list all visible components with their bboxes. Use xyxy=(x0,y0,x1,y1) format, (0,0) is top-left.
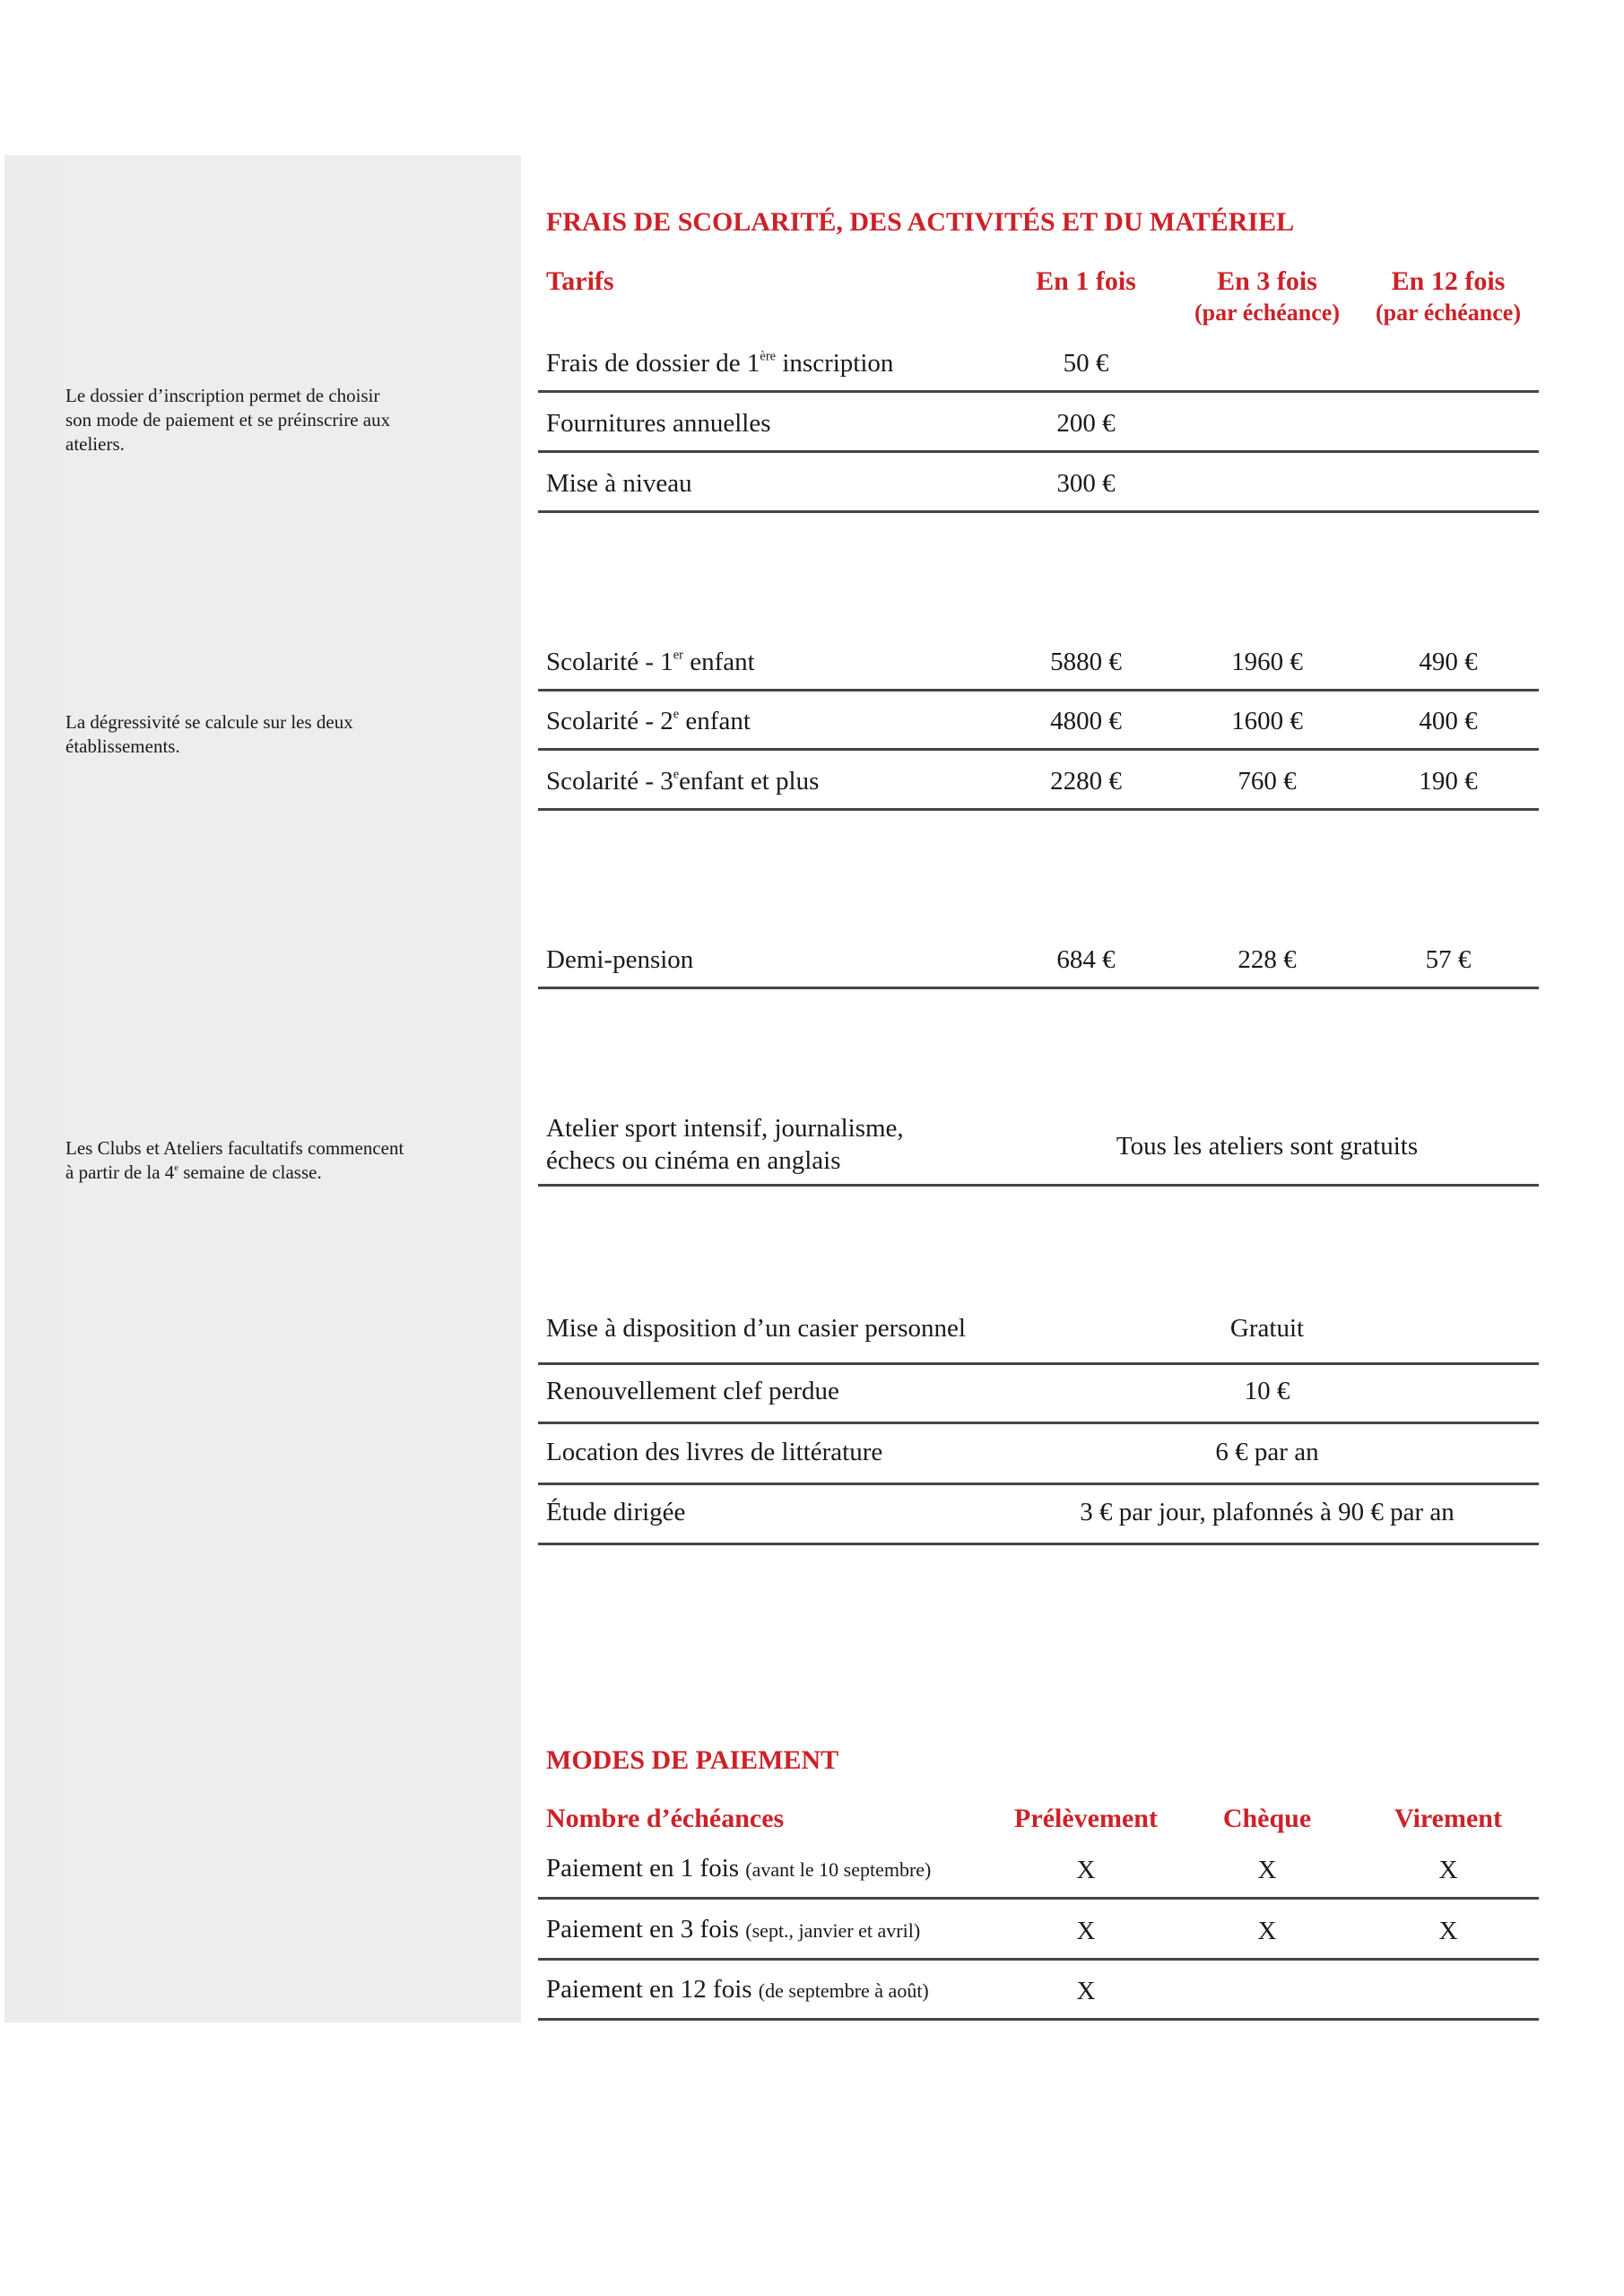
table-row-tuition-1st-child xyxy=(538,632,1539,691)
label-text: Frais de dossier de 1 xyxy=(546,349,760,378)
cell-transfer: X xyxy=(1438,1856,1458,1884)
row-label: Mise à disposition d’un casier personnel xyxy=(546,1314,966,1343)
column-header-12-payments: En 12 fois xyxy=(1391,266,1506,296)
row-label xyxy=(546,1112,904,1177)
table-row-locker xyxy=(538,1305,1539,1365)
table-row-tuition-3rd-child xyxy=(538,751,1539,811)
row-label xyxy=(546,1915,920,1945)
table-row-payment-3 xyxy=(538,1900,1539,1961)
table-row-registration-fee xyxy=(538,334,1539,393)
table-row-supervised-study xyxy=(538,1485,1539,1545)
row-label xyxy=(546,1854,931,1884)
side-note-clubs xyxy=(65,1136,460,1185)
side-note-registration xyxy=(65,384,460,457)
ordinal-superscript: ère xyxy=(760,349,777,364)
sidebar-band xyxy=(4,155,61,2022)
row-label xyxy=(546,648,755,676)
cell-direct-debit: X xyxy=(1076,1977,1096,2005)
payment-section-title: MODES DE PAIEMENT xyxy=(546,1745,839,1775)
row-label xyxy=(546,1975,929,2005)
ordinal-superscript: e xyxy=(673,707,680,722)
side-note-degressivity xyxy=(65,710,460,759)
label-text: Paiement en 12 fois xyxy=(546,1975,752,2004)
note-text: à partir de la 4 xyxy=(65,1161,175,1183)
row-label: Étude dirigée xyxy=(546,1498,686,1526)
table-row-payment-12 xyxy=(538,1961,1539,2021)
label-note: (de septembre à août) xyxy=(758,1979,929,2002)
row-label xyxy=(546,707,751,735)
cell-12-payments: 400 € xyxy=(1419,707,1478,735)
column-header-transfer: Virement xyxy=(1394,1804,1502,1833)
cell-transfer: X xyxy=(1438,1917,1458,1945)
cell-value: Gratuit xyxy=(1229,1314,1305,1343)
label-text: Paiement en 1 fois xyxy=(546,1854,740,1883)
table-row-payment-1 xyxy=(538,1841,1539,1900)
note-text: semaine de classe. xyxy=(178,1161,322,1183)
cell-1-payment: 4800 € xyxy=(1050,707,1122,735)
cell-1-payment: 50 € xyxy=(1063,349,1109,378)
cell-3-payments: 1600 € xyxy=(1231,707,1303,735)
label-line: échecs ou cinéma en anglais xyxy=(546,1146,841,1175)
note-line: Le dossier d’inscription permet de choisir xyxy=(65,385,380,406)
table-row-book-rental xyxy=(538,1424,1539,1485)
cell-1-payment: 300 € xyxy=(1056,469,1116,498)
note-line: La dégressivité se calcule sur les deux xyxy=(65,711,353,733)
note-line: établissements. xyxy=(65,735,180,757)
table-row-workshops xyxy=(538,1107,1539,1187)
cell-cheque: X xyxy=(1257,1856,1277,1884)
row-label: Fournitures annuelles xyxy=(546,409,771,438)
cell-cheque: X xyxy=(1257,1917,1277,1945)
fees-section-title: FRAIS DE SCOLARITÉ, DES ACTIVITÉS ET DU MATÉRIEL xyxy=(546,207,1295,237)
label-note: (avant le 10 septembre) xyxy=(745,1858,932,1881)
label-text: Scolarité - 1 xyxy=(546,648,673,676)
note-line: Les Clubs et Ateliers facultatifs commencent xyxy=(65,1137,404,1159)
note-line: son mode de paiement et se préinscrire aux xyxy=(65,409,391,430)
note-line xyxy=(65,1161,460,1185)
cell-value: 3 € par jour, plafonnés à 90 € par an xyxy=(1080,1498,1455,1526)
row-label: Renouvellement clef perdue xyxy=(546,1377,839,1405)
column-header-tarifs: Tarifs xyxy=(546,266,614,296)
label-text: enfant xyxy=(679,707,751,735)
label-text: Scolarité - 2 xyxy=(546,707,673,735)
column-header-direct-debit: Prélèvement xyxy=(1014,1804,1158,1833)
cell-3-payments: 760 € xyxy=(1238,767,1297,796)
column-header-1-payment: En 1 fois xyxy=(1036,266,1136,296)
ordinal-superscript: er xyxy=(673,648,683,663)
row-label: Mise à niveau xyxy=(546,469,692,498)
label-note: (sept., janvier et avril) xyxy=(745,1919,921,1942)
cell-12-payments: 190 € xyxy=(1419,767,1478,796)
row-label xyxy=(546,349,893,378)
label-text: enfant et plus xyxy=(679,767,820,796)
table-row-half-board xyxy=(538,929,1539,989)
column-subheader-per-installment: (par échéance) xyxy=(1194,300,1340,326)
table-row-upgrade-course xyxy=(538,452,1539,513)
label-text: inscription xyxy=(776,349,894,378)
column-header-installments: Nombre d’échéances xyxy=(546,1804,785,1833)
column-header-3-payments: En 3 fois xyxy=(1217,266,1317,296)
label-text: Scolarité - 3 xyxy=(546,767,673,796)
label-line: Atelier sport intensif, journalisme, xyxy=(546,1114,904,1143)
row-label xyxy=(546,767,819,796)
column-subheader-per-installment: (par échéance) xyxy=(1376,300,1521,326)
cell-1-payment: 2280 € xyxy=(1050,767,1122,796)
ordinal-superscript: e xyxy=(174,1163,178,1174)
label-text: Paiement en 3 fois xyxy=(546,1915,740,1944)
cell-value: 10 € xyxy=(1244,1377,1290,1405)
cell-direct-debit: X xyxy=(1076,1856,1096,1884)
table-row-lost-key xyxy=(538,1365,1539,1424)
table-row-supplies xyxy=(538,392,1539,453)
cell-12-payments: 57 € xyxy=(1425,945,1472,974)
cell-1-payment: 684 € xyxy=(1056,945,1116,974)
column-header-cheque: Chèque xyxy=(1222,1804,1312,1833)
ordinal-superscript: e xyxy=(673,767,680,782)
row-label: Demi-pension xyxy=(546,945,694,974)
cell-12-payments: 490 € xyxy=(1419,648,1478,676)
label-text: enfant xyxy=(683,648,755,676)
cell-1-payment: 200 € xyxy=(1056,409,1116,438)
row-label: Location des livres de littérature xyxy=(546,1438,883,1466)
cell-value: 6 € par an xyxy=(1215,1438,1319,1466)
table-row-tuition-2nd-child xyxy=(538,691,1539,751)
note-line: ateliers. xyxy=(65,433,125,455)
cell-1-payment: 5880 € xyxy=(1050,648,1122,676)
cell-workshops-free: Tous les ateliers sont gratuits xyxy=(1116,1132,1419,1161)
cell-3-payments: 228 € xyxy=(1238,945,1297,974)
cell-direct-debit: X xyxy=(1076,1917,1096,1945)
cell-3-payments: 1960 € xyxy=(1231,648,1303,676)
